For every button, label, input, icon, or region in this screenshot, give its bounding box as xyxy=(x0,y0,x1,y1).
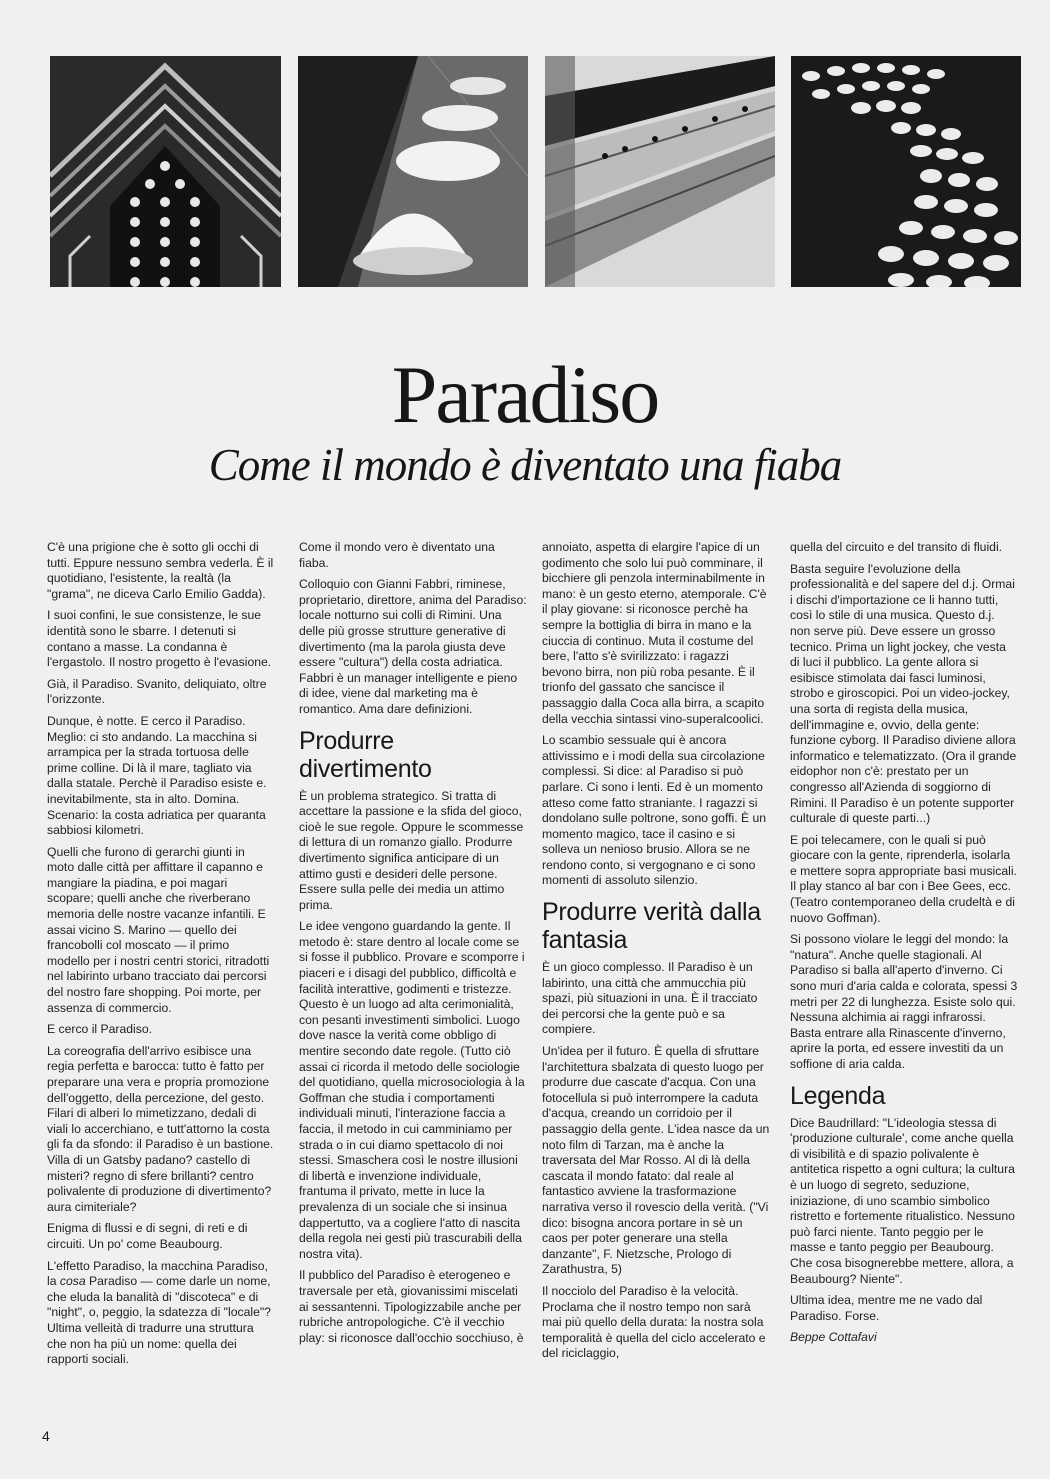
paragraph: Dice Baudrillard: "L'ideologia stessa di 'produzione culturale', come anche quella di visibilità e di spazio polivalente è antitetica rispetto a ogni cultura; la cultura è un luogo di segreto, seduzione, iniziazione, di uno scambio simbolico ristretto e fortemente ritualistico. Nessuno può farci niente. Tanto peggio per le masse e tanto peggio per Beaubourg. Che cosa bisognerebbe mettere, allora, a Beaubourg? Niente". xyxy=(790,1115,1015,1286)
section-heading: Produrre verità dalla fantasia xyxy=(542,898,761,955)
paragraph: Colloquio con Gianni Fabbri, riminese, proprietario, direttore, anima del Paradiso: locale notturno sui colli di Rimini. Una delle più grosse strutture generative di divertimento (ma la parola giusta deve essere "cultura") della costa adriatica. Fabbri è un manager intelligente e pieno di idee, viene dal marketing ma è romantico. Ama dare definizioni. xyxy=(299,577,527,716)
section-heading: Legenda xyxy=(790,1081,886,1110)
white-discs-floor-photo xyxy=(791,56,1021,287)
text-column-3 xyxy=(542,540,770,1368)
paragraph: Quelli che furono di gerarchi giunti in moto dalle città per affittare il capanno e mangiare la piadina, e poi magari scopare; quelli anche che riverberano memoria delle nostre vacanze infantili. E assai vicino S. Marino — quello dei francobolli col moscato — il primo modello per i nostri centri storici, ritradotti nel labirinto urbano tracciato dai percorsi del nostro fare shopping. Poi morte, per assenza di commercio. xyxy=(47,844,270,1015)
dome-lamps-photo xyxy=(298,56,528,287)
paragraph: annoiato, aspetta di elargire l'apice di un godimento che solo lui può comminare, il bicchiere gli penzola interminabilmente in mano: è un gesto eterno, atemporale. C'è il play giovane: si riconosce perchè ha sempre la bottiglia di birra in mano e la ciuccia di continuo. Muta il costume del bere, l'atto s'è svirilizzato: i ragazzi bevono birra, non più roba pesante. È il trionfo del gassato che sancisce il passaggio dalla Coca alla birra, a scapito della vecchia sintassi vino-superalcoolici. xyxy=(542,540,767,726)
page-number: 4 xyxy=(42,1428,50,1444)
escalator-balcony-photo xyxy=(545,56,775,287)
section-heading: Produrre divertimento xyxy=(299,726,432,783)
text-column-4 xyxy=(790,540,1018,1352)
paragraph: Basta seguire l'evoluzione della professionalità e del sapere del d.j. Ormai i dischi d'importazione ce li hanno tutti, così lo stile di una musica. Questo d.j. non serve più. Deve essere un grosso tecnico. Prima un light jockey, che vesta di luci il pubblico. La gente allora si esibisce stimolata dai fasci luminosi, strobo e giroscopici. Poi un video-jockey, una sorta di regista della musica, dell'immagine e, ovvio, della gente: funzione cyborg. Il Paradiso diviene allora informatico e telematizzato. (Ora il grande eidophor non c'è: prestato per un congresso all'Azienda di soggiorno di Rimini. Il Paradiso è un potente supporter culturale di queste parti...) xyxy=(790,561,1017,826)
text-run: Paradiso — come darle un nome, che eluda la banalità di "discoteca" e di "night", o, peggio, la sdatezza di "locale"? Ultima velleità di tradurre una struttura che non ha più un nome: quella dei rapporti sociali. xyxy=(47,1274,271,1367)
paragraph: Si possono violare le leggi del mondo: la "natura". Anche quelle stagionali. Al Paradiso si balla all'aperto d'inverno. Ci sono muri d'aria calda e colorata, spessi 3 metri per 22 di lunghezza. Esiste solo qui. Nessuna alchimia ai raggi infrarossi. Basta entrare alla Rinascente d'inverno, aprire la porta, ed essere investiti da un soffione di aria calda. xyxy=(790,932,1018,1071)
white-discs-floor-image xyxy=(791,56,1021,287)
paragraph: C'è una prigione che è sotto gli occhi di tutti. Eppure nessuno sembra vederla. È il quotidiano, l'esistente, la realtà (la "grama", ne diceva Carlo Emilio Gadda). xyxy=(47,540,274,601)
paragraph: Dunque, è notte. E cerco il Paradiso. Meglio: ci sto andando. La macchina si arrampica per la strada tortuosa delle prime colline. Di là il mare, tagliato via dalla statale. Perchè il Paradiso esiste e. inevitabilmente, sta in alto. Domina. Scenario: la costa adriatica per quaranta sabbiosi kilometri. xyxy=(47,713,267,838)
dome-lamps-image xyxy=(298,56,528,287)
paragraph: Le idee vengono guardando la gente. Il metodo è: stare dentro al locale come se si fosse il pubblico. Provare e scomporre i piaceri e i disagi del pubblico, difficoltà e facilità interattive, godimenti e tristezze. Questo è un luogo ad alta cerimonialità, con pesanti investimenti simbolici. Luogo dove nasce la verità come obbligo di mentire secondo date regole. (Tutto ciò assai ci ricorda il metodo delle sociologie del quotidiano, quella microsociologia à la Goffman che studia i comportamenti individuali minuti, l'interazione faccia a faccia, il metodo in cui camminiamo per strada o in cui diamo spettacolo di noi stessi. Smaschera così le nostre illusioni di libertà e invenzione individuale, frantuma il privato, mette in luce la prevalenza di un sociale che si insinua dappertutto, va a cogliere l'atto di nascita della regola nei gesti più trascurabili della nostra vita). xyxy=(299,919,525,1261)
neon-chevron-arrows-photo xyxy=(50,56,281,287)
paragraph: La coreografia dell'arrivo esibisce una regia perfetta e barocca: tutto è fatto per preparare una vera e propria promozione dell'oggetto, della percezione, del gesto. Filari di alberi lo mimetizzano, dedali di viali lo accerchiano, e tutt'attorno la costa gli fa da sfondo: il Paradiso è un bastione. Villa di un Gatsby padano? castello di misteri? regno di sfere brillanti? centro polivalente di produzione di divertimento? aura cimiteriale? xyxy=(47,1043,274,1214)
paragraph: Il pubblico del Paradiso è eterogeneo e traversale per età, giovanissimi miscelati ai sessantenni. Tipologizzabile anche per rubriche antropologiche. C'è il vecchio play: si riconosce dall'occhio socchiuso, è xyxy=(299,1268,524,1345)
paragraph: Un'idea per il futuro. È quella di sfruttare l'architettura sbalzata di questo luogo per produrre due cascate d'acqua. Con una fotocellula si può interrompere la caduta d'acqua, creando un corridoio per il passaggio della gente. L'idea nasce da un noto film di Tarzan, ma è anche la traversata del Mar Rosso. Al di là della cascata il mondo fatato: dal reale al fantastico avviene la trasformazione narrativa verso il rovescio della verità. ("Vi dico: bisogna ancora portare in sè un caos per poter generare una stella danzante", F. Nietzsche, Prologo di Zarathustra, 5) xyxy=(542,1044,770,1277)
paragraph: Il nocciolo del Paradiso è la velocità. Proclama che il nostro tempo non sarà mai più quello della durata: la nostra sola temporalità è quella del ciclo accelerato e del riciclaggio, xyxy=(542,1283,766,1361)
paragraph: Lo scambio sessuale qui è ancora attivissimo e i modi della sua circolazione complessi. Si dice: al Paradiso si può parlare. Ci sono i lenti. Ed è un momento atteso come fatto straniante. I ragazzi si dondolano sulle poltrone, sono goffi. È un momento magico, tace il casino e si solleva un nenioso brusio. Allora se ne rendono conto, si vergognano e ci sono momenti di assoluto silenzio. xyxy=(542,733,767,888)
paragraph: I suoi confini, le sue consistenze, le sue identità sono le sbarre. I detenuti si contano a masse. La condanna è l'ergastolo. Il nostro progetto è l'evasione. xyxy=(47,608,272,670)
escalator-balcony-image xyxy=(545,56,775,287)
article-subtitle: Come il mondo è diventato una fiaba xyxy=(208,440,842,490)
italic-word: cosa xyxy=(59,1274,86,1289)
paragraph: E poi telecamere, con le quali si può giocare con la gente, riprenderla, isolarla e mettere sopra appropriate basi musicali. Il play stanco al bar con i Bee Gees, ecc. (Teatro contemporaneo della crudeltà e di nuovo Goffman). xyxy=(790,832,1017,925)
paragraph: Già, il Paradiso. Svanito, deliquiato, oltre l'orizzonte. xyxy=(47,676,267,707)
neon-chevron-arrows-image xyxy=(50,56,281,287)
text-run: L'effetto Paradiso, la macchina Paradiso, la xyxy=(47,1258,268,1289)
paragraph: È un gioco complesso. Il Paradiso è un labirinto, una città che ammucchia più spazi, più situazioni in una. È il tracciato dei percorsi che la gente può e sa compiere. xyxy=(542,960,758,1037)
paragraph: Come il mondo vero è diventato una fiaba. xyxy=(299,540,495,570)
paragraph: E cerco il Paradiso. xyxy=(47,1022,152,1037)
paragraph: quella del circuito e del transito di fluidi. xyxy=(790,540,1003,554)
article-title: Paradiso xyxy=(391,349,659,440)
text-column-1 xyxy=(47,540,275,1374)
paragraph: Enigma di flussi e di segni, di reti e di circuiti. Un po' come Beaubourg. xyxy=(47,1221,248,1251)
paragraph: Ultima idea, mentre me ne vado dal Paradiso. Forse. xyxy=(790,1293,983,1323)
author-signature: Beppe Cottafavi xyxy=(790,1330,877,1345)
paragraph: È un problema strategico. Si tratta di accettare la passione e la sfida del gioco, cioè le sue regole. Oppure le scommesse di lettura di un romanzo giallo. Produrre divertimento significa anticipare di un attimo gusti e desideri delle persone. Essere sulla pelle dei media un attimo prima. xyxy=(299,788,524,912)
text-column-2 xyxy=(299,540,527,1352)
paragraph xyxy=(47,1259,275,1368)
